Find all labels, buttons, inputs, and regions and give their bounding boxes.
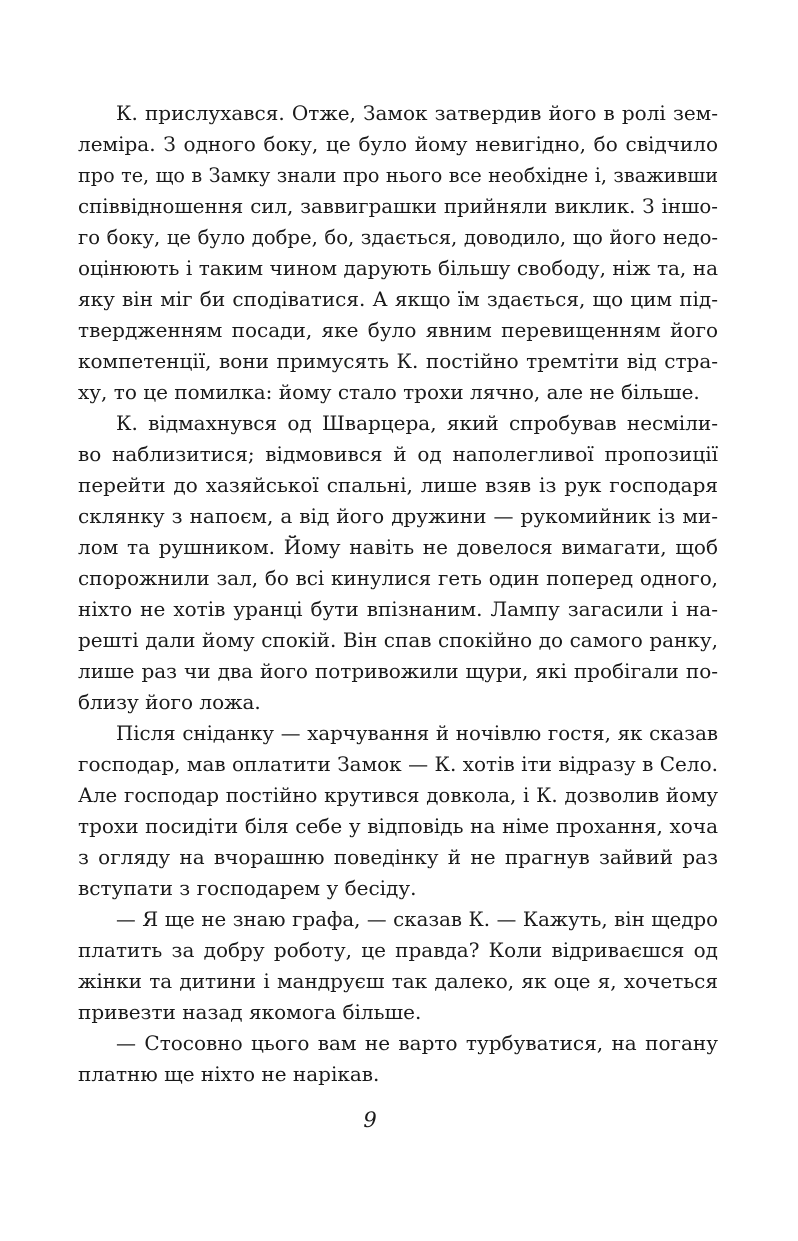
- text-line: решті дали йому спокій. Він спав спокійно до самого ранку,: [78, 628, 718, 652]
- text-line: Але господар постійно крутився довкола, і К. дозволив йому: [78, 784, 718, 807]
- paragraph: [78, 408, 718, 718]
- text-line: співвідношення сил, заввиграшки прийняли виклик. З іншо-: [78, 195, 718, 218]
- text-line: компетенції, вони примусять К. постійно тремтіти від стра-: [78, 349, 718, 373]
- text-line: Після сніданку — харчування й ночівлю гостя, як сказав: [116, 722, 718, 745]
- text-line: платню ще ніхто не нарікав.: [78, 1062, 380, 1086]
- text-line: перейти до хазяйської спальні, лише взяв із рук господаря: [78, 473, 718, 497]
- text-line: про те, що в Замку знали про нього все необхідне і, зваживши: [78, 164, 718, 187]
- text-line: — Стосовно цього вам не варто турбуватися, на погану: [116, 1031, 718, 1055]
- page-number: 9: [363, 1108, 377, 1132]
- paragraph: [78, 1028, 718, 1090]
- text-line: лом та рушником. Йому навіть не довелося вимагати, щоб: [78, 535, 718, 559]
- text-line: платить за добру роботу, це правда? Коли відриваєшся од: [78, 938, 718, 962]
- text-line: — Я ще не знаю графа, — сказав К. — Кажуть, він щедро: [116, 908, 718, 931]
- text-line: привезти назад якомога більше.: [78, 1000, 422, 1024]
- text-line: з огляду на вчорашню поведінку й не прагнув зайвий раз: [78, 845, 718, 869]
- text-line: яку він міг би сподіватися. А якщо їм здається, що цим під-: [78, 287, 718, 311]
- text-line: К. прислухався. Отже, Замок затвердив його в ролі зем-: [116, 101, 718, 125]
- text-line: ху, то це помилка: йому стало трохи лячно, але не більше.: [78, 380, 700, 404]
- text-line: твердженням посади, яке було явним перевищенням його: [78, 318, 718, 342]
- paragraph: [78, 718, 718, 904]
- text-line: ніхто не хотів уранці бути впізнаним. Лампу загасили і на-: [78, 597, 718, 621]
- text-line: К. відмахнувся од Шварцера, який спробував несміли-: [116, 411, 718, 435]
- text-line: лише раз чи два його потривожили щури, які пробігали по-: [78, 659, 718, 683]
- text-line: го боку, це було добре, бо, здається, доводило, що його недо-: [78, 226, 718, 249]
- paragraph: [78, 904, 718, 1028]
- text-line: жінки та дитини і мандруєш так далеко, як оце я, хочеться: [78, 969, 718, 993]
- text-line: трохи посидіти біля себе у відповідь на німе прохання, хоча: [78, 814, 718, 838]
- text-line: во наблизитися; відмовився й од наполегливої пропозиції: [78, 442, 718, 466]
- text-line: оцінюють і таким чином дарують більшу свободу, ніж та, на: [78, 256, 718, 280]
- text-line: спорожнили зал, бо всі кинулися геть один поперед одного,: [78, 567, 718, 590]
- text-line: вступати з господарем у бесіду.: [78, 876, 417, 900]
- paragraph: [78, 98, 718, 408]
- text-line: леміра. З одного боку, це було йому невигідно, бо свідчило: [78, 132, 718, 156]
- text-line: господар, мав оплатити Замок — К. хотів іти відразу в Село.: [78, 752, 718, 776]
- text-line: близу його ложа.: [78, 690, 261, 714]
- text-line: склянку з напоєм, а від його дружини — рукомийник із ми-: [78, 504, 718, 528]
- body-text: [78, 98, 718, 1090]
